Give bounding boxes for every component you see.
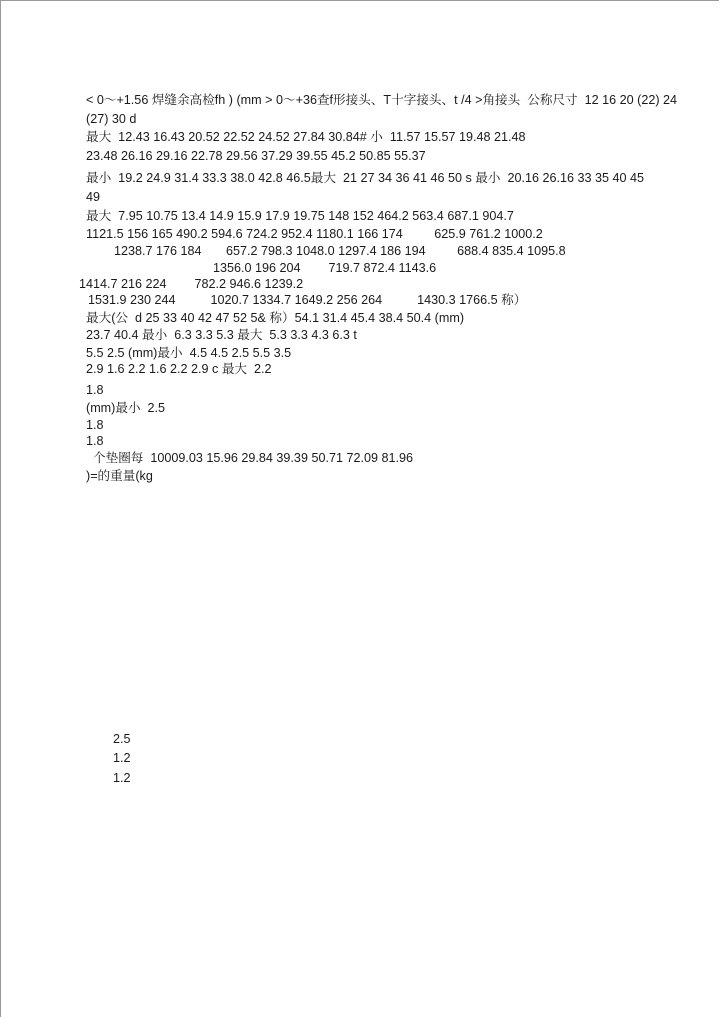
text-line-20: 1.8 (86, 434, 104, 448)
text-line-7: 最大 7.95 10.75 13.4 14.9 15.9 17.9 19.75 148 152 464.2 563.4 687.1 904.7 (86, 209, 514, 223)
text-line-10: 1356.0 196 204 719.7 872.4 1143.6 (213, 261, 437, 275)
text-line-12: 1531.9 230 244 1020.7 1334.7 1649.2 256 264 1430.3 1766.5 称） (88, 293, 527, 307)
text-line-4: 23.48 26.16 29.16 22.78 29.56 37.29 39.55 45.2 50.85 55.37 (86, 149, 426, 163)
text-line-11: 1414.7 216 224 782.2 946.6 1239.2 (79, 277, 304, 291)
text-line-8: 1121.5 156 165 490.2 594.6 724.2 952.4 1180.1 166 174 625.9 761.2 1000.2 (86, 227, 543, 241)
text-line-3: 最大 12.43 16.43 20.52 22.52 24.52 27.84 30.84# 小 11.57 15.57 19.48 21.48 (86, 130, 526, 144)
text-line-9: 1238.7 176 184 657.2 798.3 1048.0 1297.4 186 194 688.4 835.4 1095.8 (114, 244, 566, 258)
text-line-2: (27) 30 d (86, 112, 137, 126)
text-line-13: 最大(公 d 25 33 40 42 47 52 5& 称）54.1 31.4 45.4 38.4 50.4 (mm) (86, 311, 465, 325)
text-line-14: 23.7 40.4 最小 6.3 3.3 5.3 最大 5.3 3.3 4.3 6.3 t (86, 328, 357, 342)
text-line-19: 1.8 (86, 418, 104, 432)
text-line-17: 1.8 (86, 383, 104, 397)
text-line-5: 最小 19.2 24.9 31.4 33.3 38.0 42.8 46.5最大 21 27 34 36 41 46 50 s 最小 20.16 26.16 33 35 40 45 (86, 171, 645, 185)
text-line-15: 5.5 2.5 (mm)最小 4.5 4.5 2.5 5.5 3.5 (86, 346, 292, 360)
text-line-16: 2.9 1.6 2.2 1.6 2.2 2.9 c 最大 2.2 (86, 362, 272, 376)
text-line-21: 个垫圈每 10009.03 15.96 29.84 39.39 50.71 72.09 81.96 (93, 451, 413, 465)
text-line-1: < 0～+1.56 焊缝余高检fh ) (mm > 0～+36查f形接头、T十字接头、t /4 >角接头 公称尺寸 12 16 20 (22) 24 (86, 93, 678, 107)
text-line-22: )=的重量(kg (86, 469, 153, 483)
text-line-24: 1.2 (113, 751, 131, 765)
text-line-18: (mm)最小 2.5 (86, 401, 166, 415)
text-line-6: 49 (86, 190, 101, 204)
text-line-23: 2.5 (113, 732, 131, 746)
text-line-25: 1.2 (113, 771, 131, 785)
